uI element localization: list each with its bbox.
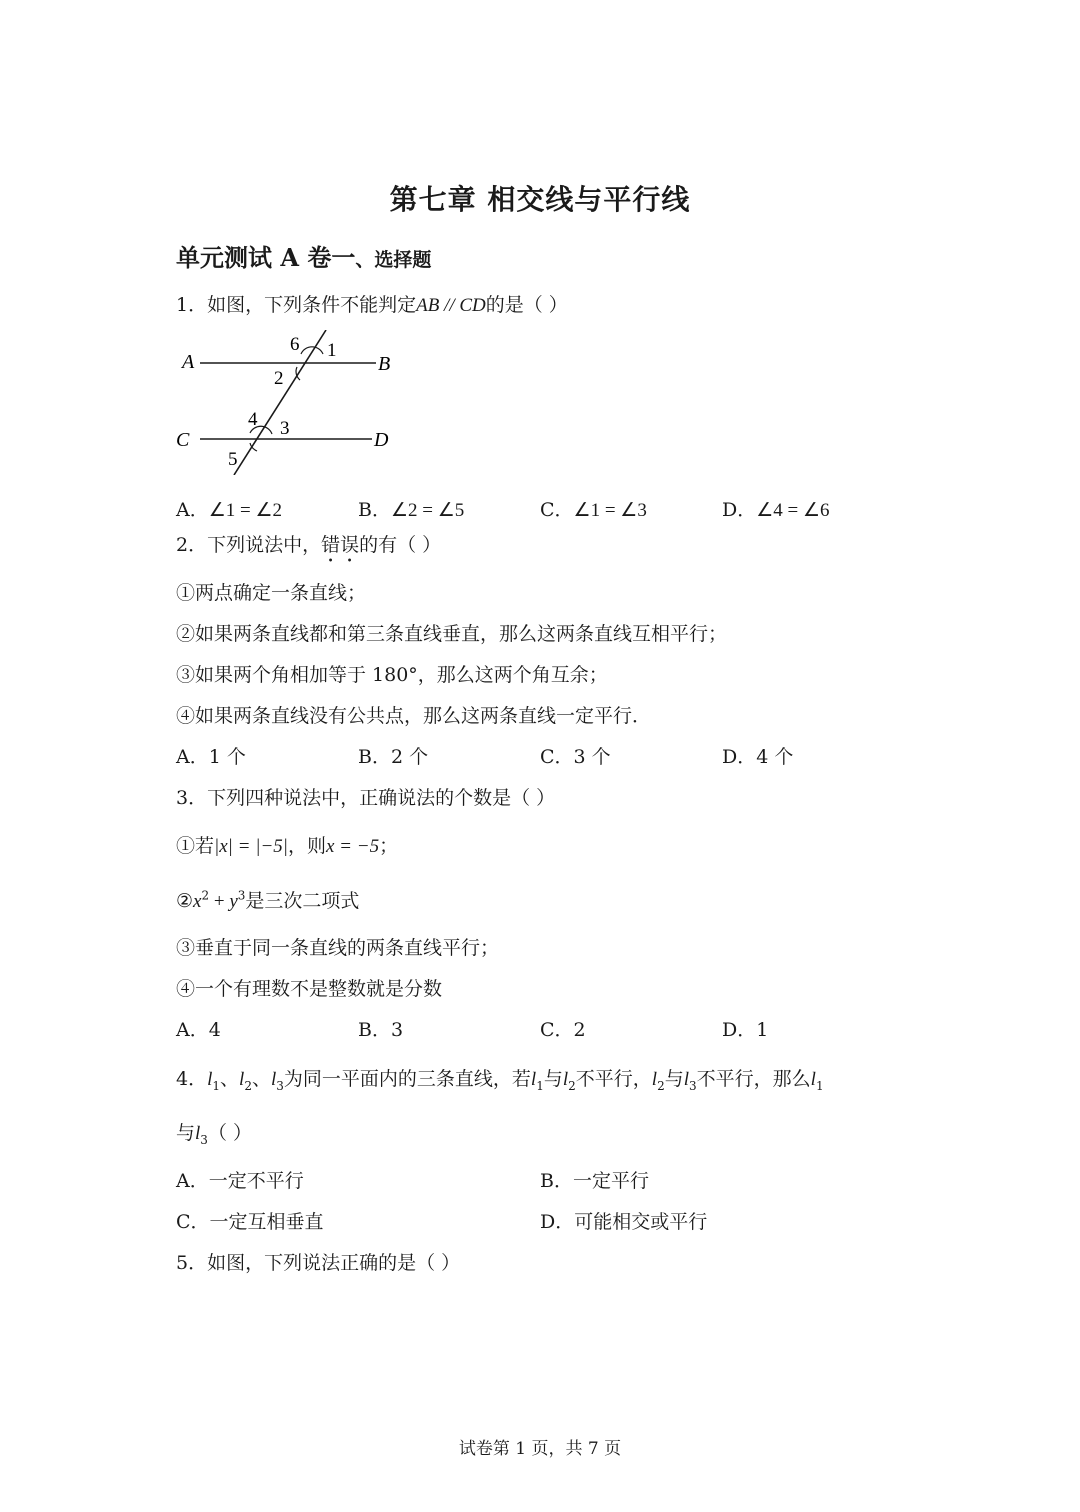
label-6: 6	[290, 334, 300, 355]
q3-option-c[interactable]: C．2	[540, 1019, 586, 1041]
section-sub: 、选择题	[355, 249, 432, 271]
q3-item-3: ③垂直于同一条直线的两条直线平行；	[176, 937, 500, 959]
q3-option-b[interactable]: B．3	[358, 1019, 404, 1041]
label-3: 3	[280, 418, 290, 439]
q2-option-d[interactable]: D．4 个	[722, 746, 794, 768]
page-title: 第七章 相交线与平行线	[389, 183, 691, 216]
q1-stem-pre: 1．如图，下列条件不能判定	[176, 294, 417, 316]
q1-stem-post: 的是（ ）	[485, 294, 568, 316]
q1-stem	[176, 290, 568, 317]
q1-option-b[interactable]: B．∠2 = ∠5	[358, 499, 465, 521]
q1-figure	[170, 330, 410, 475]
q4-stem-line1: 4．$l_1$、$l_2$、$l_3$为同一平面内的三条直线，若$l_1$与$l_2$不平行，$l_2$与$l_3$不平行，那么$l_1$	[176, 1068, 824, 1093]
label-1: 1	[327, 340, 337, 361]
label-d: D	[374, 429, 389, 451]
q1-stem-math: AB // CD	[416, 295, 486, 316]
label-b: B	[378, 353, 391, 375]
q1-option-a[interactable]: A．∠1 = ∠2	[176, 499, 283, 521]
q2-option-c[interactable]: C．3 个	[540, 746, 611, 768]
q3-item-1: ①若|x| = |−5|，则x = −5；	[176, 835, 399, 857]
label-5: 5	[228, 449, 238, 470]
section-main: 单元测试 A 卷一	[176, 243, 356, 272]
page-footer: 试卷第 1 页，共 7 页	[458, 1439, 622, 1459]
section-heading	[176, 238, 431, 273]
q4-option-d[interactable]: D．可能相交或平行	[540, 1211, 708, 1233]
q3-item-4: ④一个有理数不是整数就是分数	[176, 978, 443, 1000]
q3-option-a[interactable]: A．4	[176, 1019, 221, 1041]
q2-option-b[interactable]: B．2 个	[358, 746, 429, 768]
transversal	[234, 330, 326, 475]
q1-option-d[interactable]: D．∠4 = ∠6	[722, 499, 830, 521]
label-4: 4	[248, 409, 258, 430]
label-c: C	[176, 429, 190, 451]
q2-stem: 2．下列说法中，错误的有（ ）	[176, 534, 442, 556]
q2-emphasis: 错误	[321, 534, 360, 556]
label-2: 2	[274, 368, 284, 389]
q3-option-d[interactable]: D．1	[722, 1019, 769, 1041]
q2-option-a[interactable]: A．1 个	[176, 746, 246, 768]
q2-item-1: ①两点确定一条直线；	[176, 582, 367, 604]
q4-option-b[interactable]: B．一定平行	[540, 1170, 649, 1192]
q4-option-c[interactable]: C．一定互相垂直	[176, 1211, 324, 1233]
q3-stem: 3．下列四种说法中，正确说法的个数是（ ）	[176, 787, 556, 809]
q4-option-a[interactable]: A．一定不平行	[176, 1170, 304, 1192]
q2-item-2: ②如果两条直线都和第三条直线垂直，那么这两条直线互相平行；	[176, 623, 728, 645]
q5-stem: 5．如图，下列说法正确的是（ ）	[176, 1252, 461, 1274]
q3-item-2: $②x^2 + y^3$是三次二项式	[176, 888, 360, 912]
label-a: A	[182, 351, 195, 373]
q2-item-3: ③如果两个角相加等于 180°，那么这两个角互余；	[176, 664, 608, 686]
q2-item-4: ④如果两条直线没有公共点，那么这两条直线一定平行．	[176, 705, 652, 727]
q4-stem-line2: 与$l_3$（ ）	[176, 1122, 252, 1147]
q1-option-c[interactable]: C．∠1 = ∠3	[540, 499, 647, 521]
